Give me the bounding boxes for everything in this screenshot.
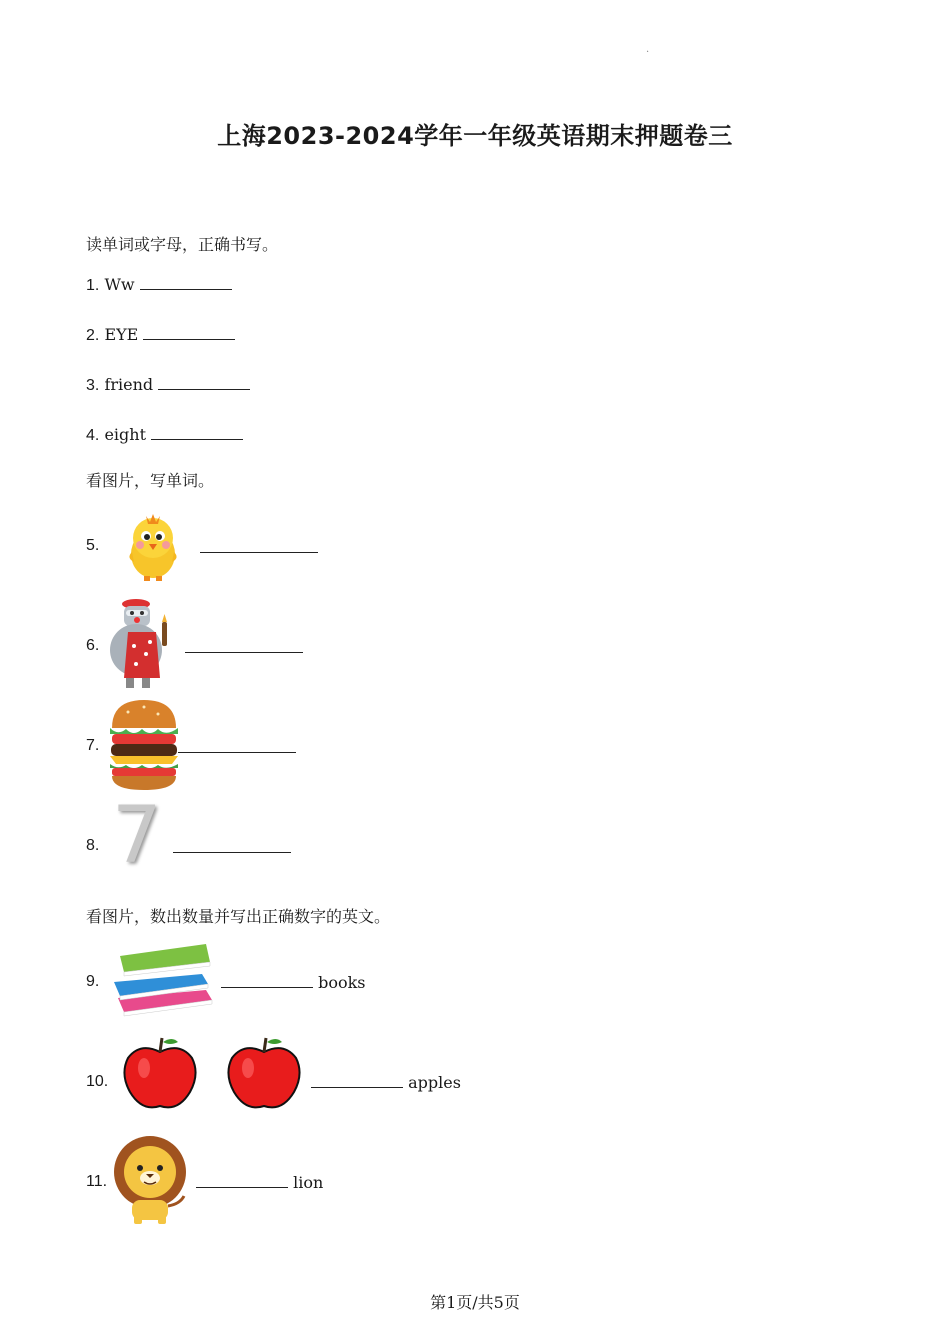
hamburger-icon xyxy=(108,698,180,792)
chick-icon xyxy=(122,508,184,582)
question-word: EYE xyxy=(104,325,139,344)
answer-blank[interactable] xyxy=(158,375,250,390)
question-8-number: 8. xyxy=(86,837,100,854)
question-11-number: 11. xyxy=(86,1173,108,1190)
question-3 xyxy=(86,375,250,395)
page-title: 上海2023-2024学年一年级英语期末押题卷三 xyxy=(217,122,733,150)
question-2 xyxy=(86,325,235,345)
question-1 xyxy=(86,275,232,295)
answer-blank[interactable] xyxy=(311,1073,403,1088)
lion-icon xyxy=(110,1134,192,1226)
robot-icon xyxy=(106,598,186,690)
answer-blank[interactable] xyxy=(178,752,296,753)
answer-suffix: books xyxy=(318,973,366,992)
answer-blank[interactable] xyxy=(200,552,318,553)
answer-blank[interactable] xyxy=(143,325,235,340)
question-word: friend xyxy=(104,375,154,394)
question-9-number: 9. xyxy=(86,973,100,990)
answer-blank[interactable] xyxy=(140,275,232,290)
question-6-number: 6. xyxy=(86,637,100,654)
apple-icon xyxy=(120,1034,200,1114)
page-footer: 第1页/共5页 xyxy=(430,1293,520,1312)
question-4 xyxy=(86,425,243,445)
question-9-answer xyxy=(221,973,366,992)
question-word: Ww xyxy=(104,275,135,294)
answer-suffix: apples xyxy=(408,1073,461,1092)
question-7-number: 7. xyxy=(86,737,100,754)
number-seven-icon: 7 xyxy=(112,791,162,881)
answer-suffix: lion xyxy=(293,1173,324,1192)
answer-blank[interactable] xyxy=(151,425,243,440)
section-2-instruction: 看图片，写单词。 xyxy=(86,471,215,490)
question-number: 3. xyxy=(86,377,100,394)
question-10-number: 10. xyxy=(86,1073,109,1090)
question-number: 4. xyxy=(86,427,100,444)
answer-blank[interactable] xyxy=(221,973,313,988)
question-11-answer xyxy=(196,1173,323,1192)
question-number: 1. xyxy=(86,277,100,294)
question-word: eight xyxy=(104,425,146,444)
question-number: 2. xyxy=(86,327,100,344)
books-icon xyxy=(110,938,216,1022)
question-5-number: 5. xyxy=(86,537,100,554)
answer-blank[interactable] xyxy=(185,652,303,653)
answer-blank[interactable] xyxy=(173,852,291,853)
corner-dot: . xyxy=(646,44,650,55)
question-10-answer xyxy=(311,1073,461,1092)
answer-blank[interactable] xyxy=(196,1173,288,1188)
section-1-instruction: 读单词或字母，正确书写。 xyxy=(86,235,279,254)
section-3-instruction: 看图片，数出数量并写出正确数字的英文。 xyxy=(86,907,391,926)
apple-icon xyxy=(224,1034,304,1114)
